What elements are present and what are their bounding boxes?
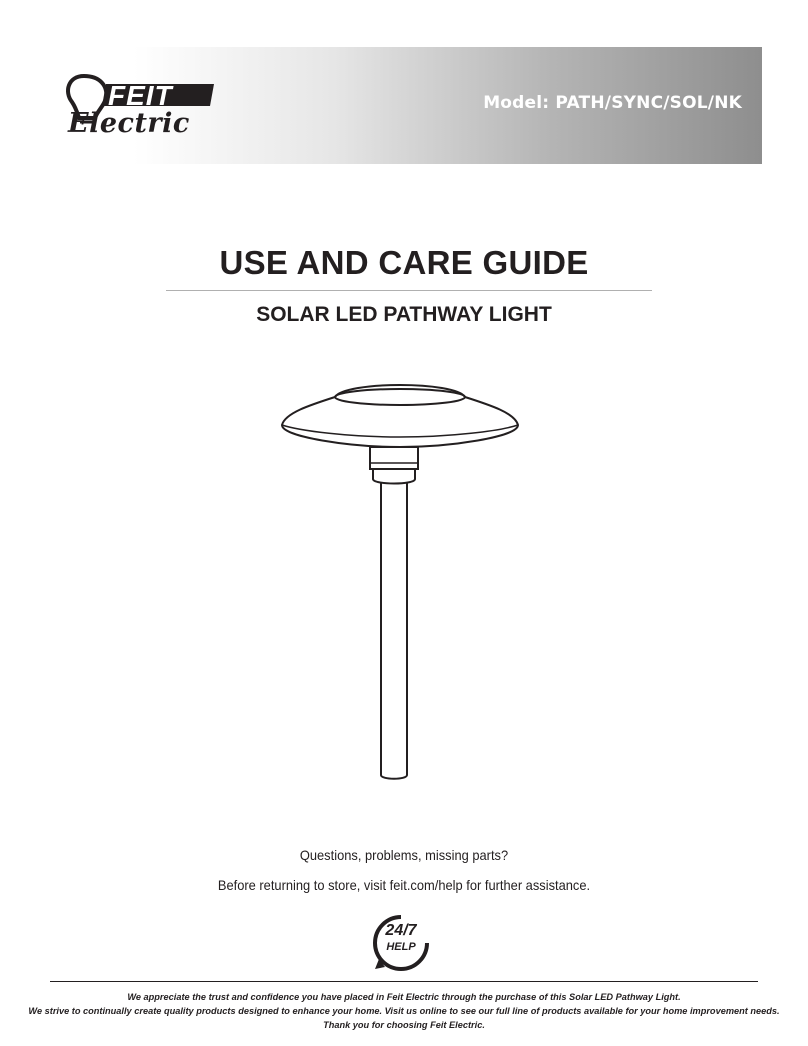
- model-number: Model: PATH/SYNC/SOL/NK: [483, 93, 742, 113]
- footer-divider: [50, 981, 758, 982]
- page-subtitle: SOLAR LED PATHWAY LIGHT: [256, 303, 552, 326]
- help-badge-hours: 24/7: [385, 922, 417, 939]
- brand-name-bottom: Electric: [68, 108, 190, 139]
- title-divider: [166, 290, 652, 291]
- page-title: USE AND CARE GUIDE: [219, 244, 589, 281]
- footer-line: We strive to continually create quality products designed to enhance your home. Visit us online to see our full line of products available for your home improvement needs.: [28, 1006, 780, 1017]
- help-instructions: Before returning to store, visit feit.com/help for further assistance.: [217, 877, 591, 893]
- pathway-light-icon: [270, 375, 540, 785]
- help-question: Questions, problems, missing parts?: [299, 847, 509, 863]
- footer-line: We appreciate the trust and confidence you have placed in Feit Electric through the purchase of this Solar LED Pathway Light.: [127, 992, 681, 1003]
- brand-name-top: FEIT: [108, 80, 173, 111]
- help-badge-label: HELP: [386, 941, 416, 953]
- footer-line: Thank you for choosing Feit Electric.: [323, 1020, 485, 1031]
